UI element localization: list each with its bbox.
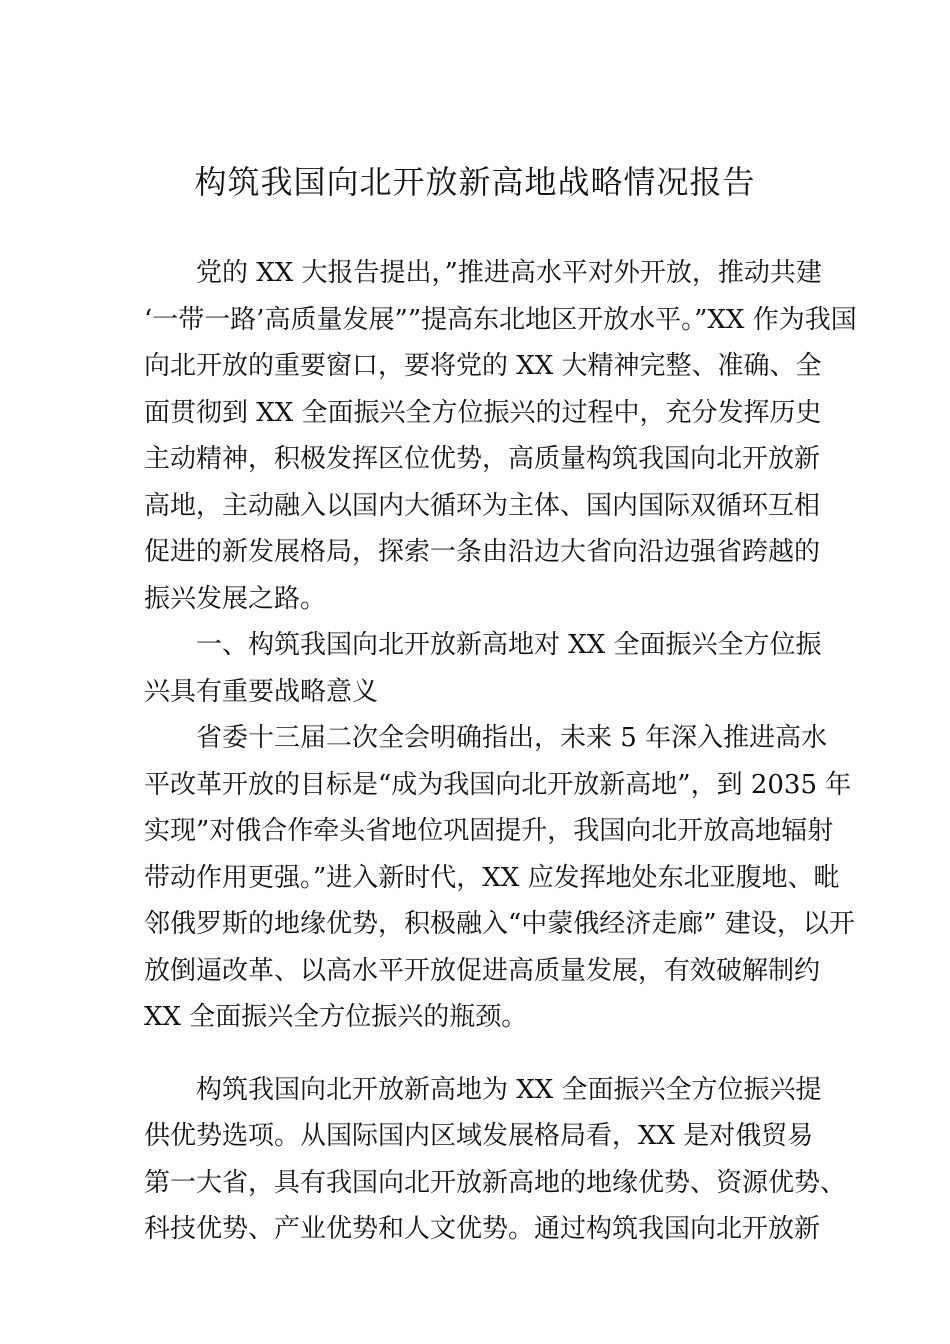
text-line: 面贯彻到 XX 全面振兴全方位振兴的过程中，充分发挥历史	[144, 397, 822, 428]
document-body	[144, 250, 857, 1253]
section-heading	[144, 622, 822, 715]
text-line: 高地，主动融入以国内大循环为主体、国内国际双循环互相	[144, 490, 821, 521]
text-line: 向北开放的重要窗口，要将党的 XX 大精神完整、准确、全	[144, 351, 822, 381]
paragraph-goal	[144, 715, 855, 1041]
text-line: 主动精神，积极发挥区位优势，高质量构筑我国向北开放新	[144, 444, 821, 474]
paragraph-advantages	[144, 1067, 847, 1253]
text-line: 党的 XX 大报告提出，”推进高水平对外开放，推动共建	[196, 258, 822, 288]
text-line: 第一大省，具有我国向北开放新高地的地缘优势、资源优势、	[144, 1167, 847, 1198]
text-line: 一、构筑我国向北开放新高地对 XX 全面振兴全方位振	[196, 630, 822, 660]
text-line: 平改革开放的目标是“成为我国向北开放新高地”，到 2035 年	[144, 769, 852, 800]
text-line: 振兴发展之路。	[144, 583, 327, 614]
text-line: 构筑我国向北开放新高地为 XX 全面振兴全方位振兴提	[196, 1074, 822, 1105]
text-line: 供优势选项。从国际国内区域发展格局看，XX 是对俄贸易	[144, 1121, 814, 1151]
paragraph-spacer	[144, 1041, 814, 1067]
document-title: 构筑我国向北开放新高地战略情况报告	[194, 163, 756, 201]
text-line: 邻俄罗斯的地缘优势，积极融入“中蒙俄经济走廊” 建设，以开	[144, 909, 855, 939]
text-line: XX 全面振兴全方位振兴的瓶颈。	[144, 1002, 528, 1032]
paragraph-intro	[144, 250, 857, 622]
text-line: 兴具有重要战略意义	[144, 676, 379, 707]
text-line: ‘一带一路’高质量发展””提高东北地区开放水平。”XX 作为我国	[144, 304, 857, 335]
text-line: 实现”对俄合作牵头省地位巩固提升，我国向北开放高地辐射	[144, 816, 834, 846]
text-line: 省委十三届二次全会明确指出，未来 5 年深入推进高水	[196, 723, 828, 753]
text-line: 放倒逼改革、以高水平开放促进高质量发展，有效破解制约	[144, 955, 821, 986]
text-line: 科技优势、产业优势和人文优势。通过构筑我国向北开放新	[144, 1214, 821, 1244]
text-line: 带动作用更强。”进入新时代，XX 应发挥地处东北亚腹地、毗	[144, 862, 840, 893]
text-line: 促进的新发展格局，探索一条由沿边大省向沿边强省跨越的	[144, 537, 821, 567]
